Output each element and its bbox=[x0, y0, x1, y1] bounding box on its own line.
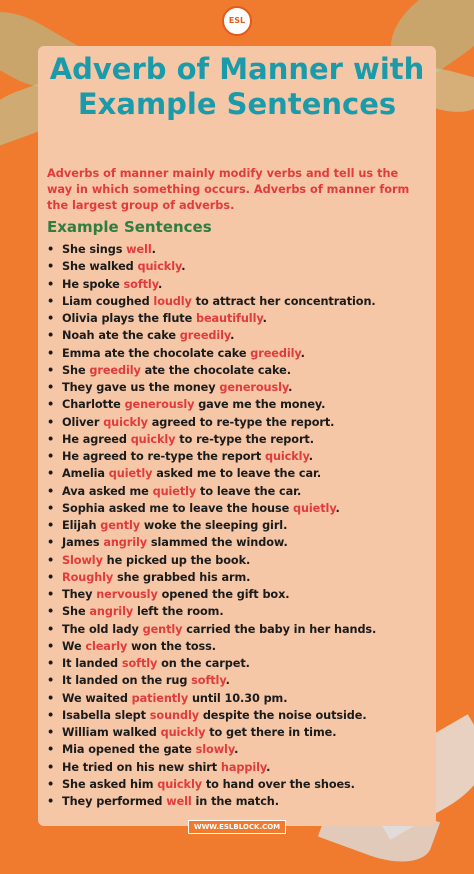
sentence-text: to re-type the report. bbox=[175, 432, 314, 446]
list-item bbox=[47, 258, 432, 275]
highlighted-adverb: quietly bbox=[152, 484, 197, 498]
bullet-icon: • bbox=[47, 588, 55, 601]
bullet-icon: • bbox=[47, 519, 55, 532]
list-item bbox=[47, 362, 432, 379]
list-item bbox=[47, 345, 432, 362]
sentence-text: . bbox=[300, 346, 305, 360]
highlighted-adverb: softly bbox=[191, 674, 226, 688]
list-item bbox=[47, 603, 432, 620]
highlighted-adverb: quietly bbox=[292, 501, 336, 515]
list-item bbox=[47, 793, 432, 810]
list-item bbox=[47, 707, 432, 724]
sentence-text: to attract her concentration. bbox=[191, 294, 376, 308]
sentence-text: It landed bbox=[62, 657, 122, 670]
list-item bbox=[47, 586, 432, 603]
highlighted-adverb: beautifully bbox=[195, 312, 263, 325]
sentence-text: . bbox=[151, 243, 156, 256]
sentence-text: It landed on the rug bbox=[62, 674, 192, 688]
bullet-icon: • bbox=[47, 243, 55, 256]
list-item bbox=[47, 500, 432, 517]
bullet-icon: • bbox=[47, 777, 55, 791]
highlighted-adverb: greedily bbox=[179, 329, 231, 343]
sentence-text: Noah ate the cake bbox=[62, 329, 180, 343]
highlighted-adverb: soundly bbox=[149, 708, 199, 722]
sentence-text: He agreed bbox=[62, 432, 131, 446]
sentence-text: ate the chocolate cake. bbox=[140, 363, 291, 377]
sentence-text: . bbox=[181, 260, 186, 274]
sentence-text: to get there in time. bbox=[205, 726, 337, 739]
bullet-icon: • bbox=[47, 553, 55, 567]
example-sentence-list bbox=[47, 241, 432, 810]
sentence-text: . bbox=[308, 450, 313, 463]
list-item bbox=[47, 414, 432, 431]
sentence-text: left the room. bbox=[133, 605, 224, 619]
highlighted-adverb: quietly bbox=[108, 467, 153, 481]
list-item bbox=[47, 396, 432, 413]
sentence-text: to hand over the shoes. bbox=[201, 777, 355, 791]
sentence-text: . bbox=[335, 501, 340, 515]
bullet-icon: • bbox=[47, 501, 55, 515]
highlighted-adverb: patiently bbox=[131, 691, 189, 705]
sentence-text: . bbox=[266, 760, 271, 774]
section-heading: Example Sentences bbox=[47, 218, 212, 236]
highlighted-adverb: well bbox=[126, 243, 152, 256]
sentence-text: won the toss. bbox=[127, 639, 216, 653]
sentence-text: gave me the money. bbox=[194, 398, 326, 412]
sentence-text: We bbox=[62, 639, 86, 653]
sentence-text: Amelia bbox=[62, 467, 109, 481]
sentence-text: Charlotte bbox=[62, 398, 125, 412]
sentence-text: . bbox=[157, 277, 163, 291]
sentence-text: She bbox=[62, 605, 90, 619]
highlighted-adverb: quickly bbox=[157, 777, 202, 791]
sentence-text: Elijah bbox=[62, 519, 101, 532]
sentence-text: until 10.30 pm. bbox=[188, 691, 288, 705]
sentence-text: asked me to leave the car. bbox=[152, 467, 322, 481]
highlighted-adverb: generously bbox=[219, 381, 289, 394]
sentence-text: to leave the car. bbox=[196, 484, 302, 498]
list-item bbox=[47, 310, 432, 327]
sentence-text: in the match. bbox=[191, 795, 279, 808]
sentence-text: Oliver bbox=[62, 415, 104, 429]
sentence-text: . bbox=[262, 312, 267, 325]
highlighted-adverb: well bbox=[166, 795, 192, 808]
intro-paragraph: Adverbs of manner mainly modify verbs and tell us the way in which something occurs. Adverbs of manner form the largest group of adverbs. bbox=[47, 167, 410, 212]
sentence-text: She walked bbox=[62, 260, 138, 274]
sentence-text: . bbox=[225, 674, 230, 688]
list-item bbox=[47, 241, 432, 258]
sentence-text: She sings bbox=[62, 243, 127, 256]
list-item bbox=[47, 379, 432, 396]
bullet-icon: • bbox=[47, 432, 55, 446]
list-item bbox=[47, 431, 432, 448]
bullet-icon: • bbox=[47, 743, 55, 757]
sentence-text: on the carpet. bbox=[157, 657, 250, 670]
highlighted-adverb: greedily bbox=[89, 363, 141, 377]
list-item bbox=[47, 655, 432, 672]
bullet-icon: • bbox=[47, 639, 55, 653]
sentence-text: We waited bbox=[62, 691, 132, 705]
list-item bbox=[47, 724, 432, 741]
list-item bbox=[47, 741, 432, 758]
highlighted-adverb: Roughly bbox=[62, 570, 114, 584]
sentence-text: They performed bbox=[62, 795, 167, 808]
sentence-text: despite the noise outside. bbox=[198, 708, 367, 722]
bullet-icon: • bbox=[47, 657, 55, 670]
highlighted-adverb: gently bbox=[142, 622, 183, 636]
bullet-icon: • bbox=[47, 726, 55, 739]
list-item bbox=[47, 517, 432, 534]
bullet-icon: • bbox=[47, 760, 55, 774]
sentence-text: James bbox=[62, 536, 104, 550]
sentence-text: Olivia plays the flute bbox=[62, 312, 196, 325]
sentence-text: . bbox=[234, 743, 239, 757]
highlighted-adverb: gently bbox=[100, 519, 141, 532]
highlighted-adverb: clearly bbox=[85, 639, 128, 653]
highlighted-adverb: softly bbox=[121, 657, 158, 670]
list-item bbox=[47, 759, 432, 776]
list-item bbox=[47, 672, 432, 689]
highlighted-adverb: softly bbox=[123, 277, 158, 291]
sentence-text: He spoke bbox=[62, 277, 124, 291]
bullet-icon: • bbox=[47, 570, 55, 584]
bullet-icon: • bbox=[47, 622, 55, 636]
highlighted-adverb: quickly bbox=[160, 726, 206, 739]
list-item bbox=[47, 465, 432, 482]
highlighted-adverb: angrily bbox=[103, 536, 148, 550]
list-item bbox=[47, 552, 432, 569]
highlighted-adverb: quickly bbox=[137, 260, 182, 274]
list-item bbox=[47, 621, 432, 638]
list-item bbox=[47, 276, 432, 293]
list-item bbox=[47, 690, 432, 707]
highlighted-adverb: Slowly bbox=[62, 553, 103, 567]
sentence-text: Emma ate the chocolate cake bbox=[62, 346, 251, 360]
sentence-text: she grabbed his arm. bbox=[113, 570, 251, 584]
bullet-icon: • bbox=[47, 260, 55, 274]
sentence-text: They bbox=[62, 588, 97, 601]
highlighted-adverb: nervously bbox=[96, 588, 158, 601]
bullet-icon: • bbox=[47, 795, 55, 808]
bullet-icon: • bbox=[47, 346, 55, 360]
bullet-icon: • bbox=[47, 536, 55, 550]
highlighted-adverb: angrily bbox=[89, 605, 134, 619]
bullet-icon: • bbox=[47, 674, 55, 688]
highlighted-adverb: happily bbox=[220, 760, 267, 774]
sentence-text: Ava asked me bbox=[62, 484, 153, 498]
sentence-text: . bbox=[288, 381, 293, 394]
footer-url[interactable]: WWW.ESLBLOCK.COM bbox=[188, 820, 286, 834]
bullet-icon: • bbox=[47, 277, 55, 291]
sentence-text: agreed to re-type the report. bbox=[147, 415, 335, 429]
sentence-text: She asked him bbox=[62, 777, 158, 791]
sentence-text: He agreed to re-type the report bbox=[62, 450, 265, 463]
list-item bbox=[47, 569, 432, 586]
bullet-icon: • bbox=[47, 398, 55, 412]
bullet-icon: • bbox=[47, 381, 55, 394]
sentence-text: slammed the window. bbox=[147, 536, 288, 550]
list-item bbox=[47, 776, 432, 793]
sentence-text: . bbox=[230, 329, 235, 343]
list-item bbox=[47, 293, 432, 310]
highlighted-adverb: quickly bbox=[103, 415, 148, 429]
page-title: Adverb of Manner with Example Sentences bbox=[49, 52, 425, 121]
sentence-text: The old lady bbox=[62, 622, 143, 636]
bullet-icon: • bbox=[47, 329, 55, 343]
sentence-text: opened the gift box. bbox=[157, 588, 290, 601]
esl-logo: ESL bbox=[222, 6, 252, 36]
highlighted-adverb: quickly bbox=[264, 450, 309, 463]
sentence-text: Isabella slept bbox=[62, 708, 150, 722]
bullet-icon: • bbox=[47, 294, 55, 308]
bullet-icon: • bbox=[47, 467, 55, 481]
highlighted-adverb: quickly bbox=[130, 432, 176, 446]
highlighted-adverb: slowly bbox=[195, 743, 235, 757]
sentence-text: carried the baby in her hands. bbox=[182, 622, 377, 636]
bullet-icon: • bbox=[47, 415, 55, 429]
sentence-text: He tried on his new shirt bbox=[62, 760, 221, 774]
sentence-text: Liam coughed bbox=[62, 294, 154, 308]
bullet-icon: • bbox=[47, 312, 55, 325]
bullet-icon: • bbox=[47, 484, 55, 498]
sentence-text: They gave us the money bbox=[62, 381, 220, 394]
bullet-icon: • bbox=[47, 605, 55, 619]
highlighted-adverb: greedily bbox=[250, 346, 301, 360]
sentence-text: he picked up the book. bbox=[102, 553, 251, 567]
sentence-text: Sophia asked me to leave the house bbox=[62, 501, 293, 515]
bullet-icon: • bbox=[47, 363, 55, 377]
bullet-icon: • bbox=[47, 450, 55, 463]
list-item bbox=[47, 448, 432, 465]
sentence-text: Mia opened the gate bbox=[62, 743, 196, 757]
list-item bbox=[47, 534, 432, 551]
sentence-text: William walked bbox=[62, 726, 161, 739]
highlighted-adverb: generously bbox=[124, 398, 195, 412]
highlighted-adverb: loudly bbox=[153, 294, 192, 308]
sentence-text: She bbox=[62, 363, 90, 377]
bullet-icon: • bbox=[47, 691, 55, 705]
list-item bbox=[47, 327, 432, 344]
bullet-icon: • bbox=[47, 708, 55, 722]
list-item bbox=[47, 638, 432, 655]
list-item bbox=[47, 483, 432, 500]
sentence-text: woke the sleeping girl. bbox=[140, 519, 288, 532]
